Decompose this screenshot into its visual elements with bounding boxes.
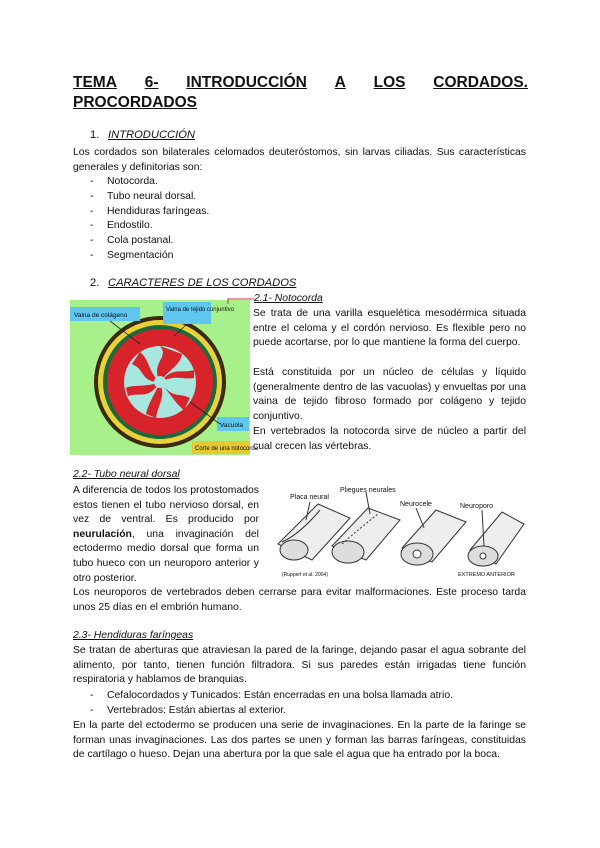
section-number: 2. <box>90 277 100 289</box>
subsection-tubo-heading: 2.2- Tubo neural dorsal <box>73 469 180 480</box>
figure-label-vaina: Vaina de colágeno <box>74 312 128 319</box>
list-item-text: Hendiduras faríngeas. <box>107 205 210 217</box>
list-item: - Hendiduras faríngeas. <box>90 205 210 217</box>
figure-label-neurocele: Neurocele <box>400 501 432 508</box>
title-word: INTRODUCCIÓN <box>186 74 307 91</box>
list-item-text: Vertebrados: Están abiertas al exterior. <box>107 704 287 716</box>
section-1-heading <box>90 129 195 141</box>
notocorda-paragraph-2: Está constituida por un núcleo de células y líquido (generalmente dentro de las vacuolas) y envueltas por una vaina de tejido fibroso formado por colágeno y tejido conjuntivo. <box>253 367 526 422</box>
list-item: - Cefalocordados y Tunicados: Están encerradas en una bolsa llamada atrio. <box>90 690 453 701</box>
subsection-hendiduras-heading: 2.3- Hendiduras faríngeas <box>73 630 194 641</box>
list-item: - Endostilo. <box>90 220 153 232</box>
list-item-text: Notocorda. <box>107 176 158 187</box>
section-2-heading <box>90 277 296 289</box>
figure-caption: Corte de una notocorda <box>195 446 259 452</box>
subsection-notocorda-heading: 2.1- Notocorda <box>254 293 323 304</box>
hendiduras-paragraph-1: Se tratan de aberturas que atraviesan la pared de la faringe, dejando pasar el agua sobrante del alimento, por tanto, tienen función filtradora. Si sus paredes están irrigadas tiene función respiratoria y hablamos de branquias. <box>73 645 526 686</box>
figure-label-placa: Placa neural <box>290 494 329 501</box>
tubo-text: , una invaginación del ectodermo medio dorsal que forma un tubo hueco con un neuroporo anterior y otro posterior. <box>73 528 259 584</box>
list-item: - Notocorda. <box>90 176 158 187</box>
notochord-illustration <box>70 300 259 455</box>
figure-label-vacuola: Vacuola <box>220 422 244 429</box>
list-item-text: Tubo neural dorsal. <box>107 190 197 202</box>
list-item-text: Cola postanal. <box>107 235 174 247</box>
figure-label-neuroporo: Neuroporo <box>460 503 494 510</box>
section-title: CARACTERES DE LOS CORDADOS <box>108 277 297 289</box>
characteristics-list <box>90 175 209 264</box>
hendiduras-paragraph-2: En la parte del ectodermo se producen una serie de invaginaciones. En la parte de la faringe se forman unas invaginaciones. Las dos partes se unen y forman las barras faríngeas, constituidas de cartílago o hueso. Dejan una abertura por la que sale el agua que ha entrado por la boca. <box>73 720 526 761</box>
section-title: INTRODUCCIÓN <box>108 129 196 141</box>
title-word: 6- <box>144 74 159 91</box>
tubo-paragraph-1 <box>73 484 259 586</box>
list-item: - Cola postanal. <box>90 235 174 247</box>
list-item-text: Segmentación <box>107 249 174 261</box>
title-word: CORDADOS. <box>433 74 528 91</box>
list-item: - Tubo neural dorsal. <box>90 190 197 202</box>
section-1-intro: Los cordados son bilaterales celomados deuteróstomos, sin larvas ciliadas. Sus características generales y definitorias son: <box>73 147 526 173</box>
figure-label-reference: (Ruppert et al. 2004) <box>282 572 328 578</box>
title-word: A <box>334 74 346 91</box>
title-word: TEMA <box>73 74 117 91</box>
figure-label-pliegues: Pliegues neurales <box>340 487 396 494</box>
figure-label-tejido <box>166 307 235 313</box>
figure-label-tejido-text: Vaina de tejido conjuntivo <box>166 307 234 313</box>
page-title <box>73 73 528 113</box>
list-item-text: Endostilo. <box>107 220 153 232</box>
hendiduras-list <box>90 689 526 719</box>
title-line-2: PROCORDADOS <box>73 94 198 111</box>
list-item-text: Cefalocordados y Tunicados: Están encerradas en una bolsa llamada atrio. <box>107 690 453 701</box>
tubo-paragraph-2: Los neuroporos de vertebrados deben cerrarse para evitar malformaciones. Este proceso tarda unos 25 días en el embrión humano. <box>73 587 526 613</box>
neurulation-figure <box>270 484 528 580</box>
annotation-connector <box>226 292 256 306</box>
notochord-figure <box>70 300 259 455</box>
list-item: - Vertebrados: Están abiertas al exterior. <box>90 704 287 716</box>
notocorda-paragraph-3: En vertebrados la notocorda sirve de núcleo a partir del cual crecen las vértebras. <box>253 426 526 452</box>
title-line-1 <box>73 73 528 93</box>
tubo-bold-term: neurulación <box>73 528 132 540</box>
tubo-text: A diferencia de todos los protostomados estos tienen el tubo nervioso dorsal, en vez de ventral. Es producido por <box>73 485 259 526</box>
title-word: LOS <box>373 74 406 91</box>
neurulation-illustration <box>270 484 528 580</box>
section-number: 1. <box>90 129 100 141</box>
list-item: - Segmentación <box>90 249 174 261</box>
figure-label-extremo: EXTREMO ANTERIOR <box>458 572 515 578</box>
notocorda-paragraph-1: Se trata de una varilla esquelética mesodérmica situada entre el celoma y el cordón nervioso. Es flexible pero no puede acortarse, por lo que mantiene la forma del cuerpo. <box>253 308 526 349</box>
